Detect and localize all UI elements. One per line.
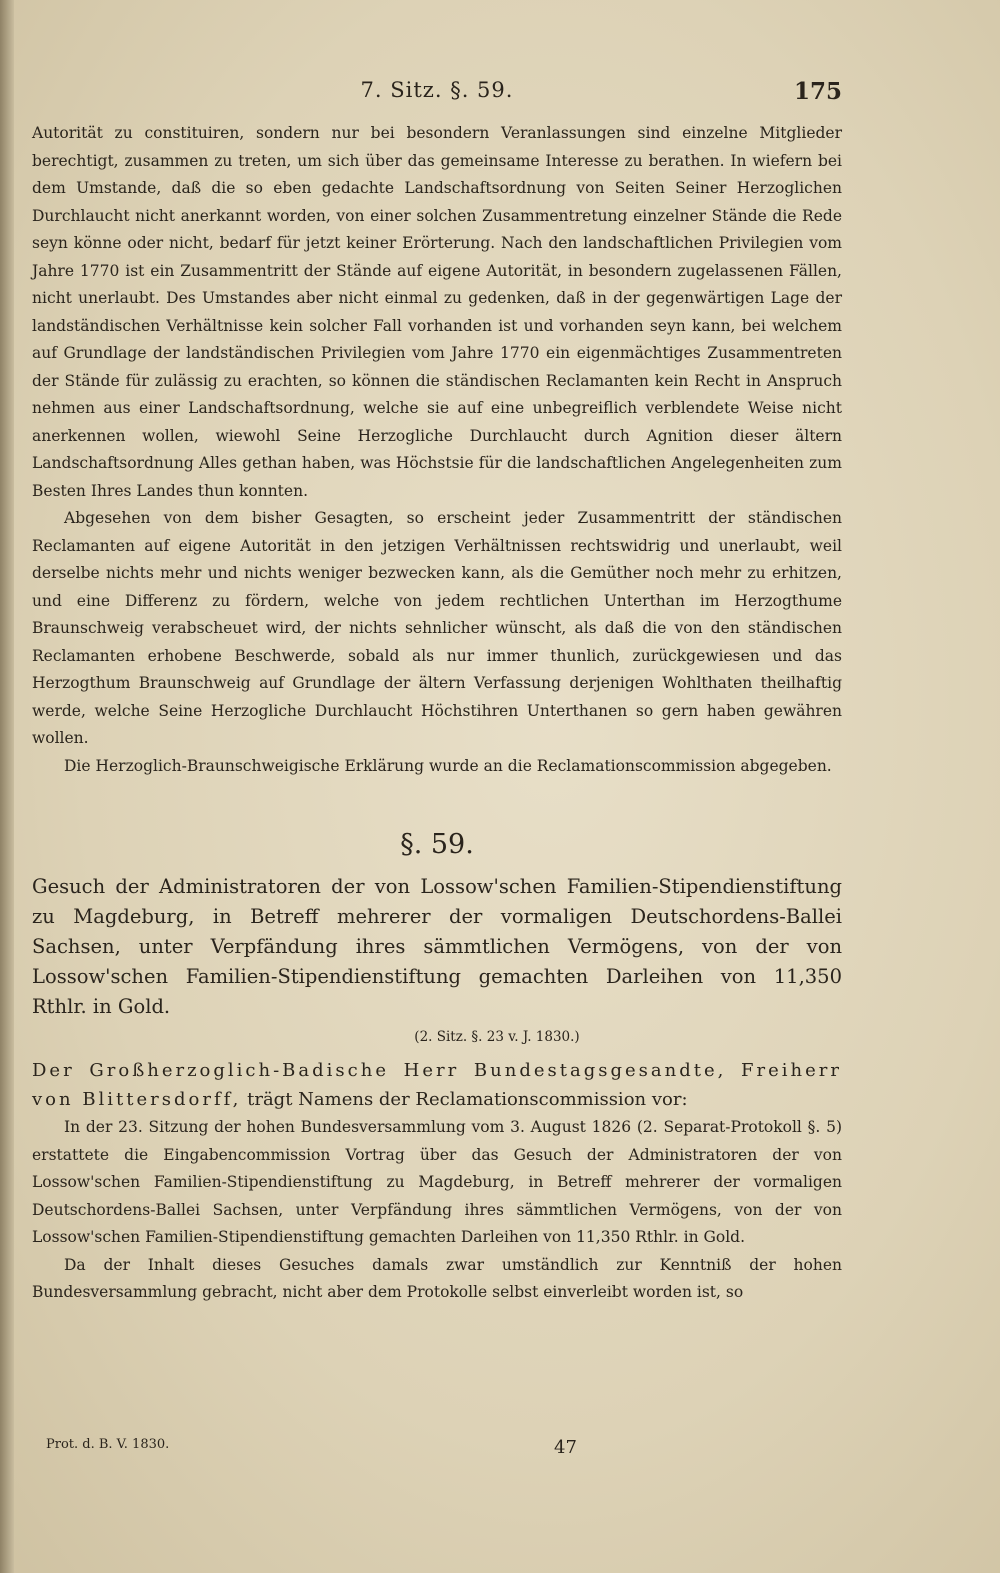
paragraph: Da der Inhalt dieses Gesuches damals zwar umständlich zur Kenntniß der hohen Bundesversammlung gebracht, nicht aber dem Protokolle selbst einverleibt worden ist, so xyxy=(32,1255,842,1301)
section-number: §. 59. xyxy=(400,829,474,860)
page-body xyxy=(32,120,842,1307)
paragraph-closing-note: Die Herzoglich-Braunschweigische Erklärung wurde an die Reclamationscommission abgegeben. xyxy=(64,756,832,775)
page-header xyxy=(32,78,842,108)
running-head: 7. Sitz. §. 59. xyxy=(360,78,514,102)
speaker-name: Der Großherzoglich-Badische Herr Bundestagsgesandte, Freiherr von Blittersdorff, xyxy=(32,1060,842,1110)
page-number: 175 xyxy=(793,78,842,105)
book-gutter-shadow xyxy=(0,0,14,1573)
page-footer xyxy=(46,1437,606,1461)
sheet-number: 47 xyxy=(554,1437,577,1458)
section-intro xyxy=(32,1056,842,1114)
speaker-action: trägt Namens der Reclamationscommission vor: xyxy=(241,1089,688,1110)
footer-signature: Prot. d. B. V. 1830. xyxy=(46,1437,170,1452)
section-title: Gesuch der Administratoren der von Lossow'schen Familien-Stipendienstiftung zu Magdeburg, in Betreff mehrerer der vormaligen Deutschordens-Ballei Sachsen, unter Verpfändung ihres sämmtlichen Vermögens, von der von Lossow'schen Familien-Stipendienstiftung gemachten Darleihen von 11,350 Rthlr. in Gold. xyxy=(32,875,842,1018)
paragraph: Abgesehen von dem bisher Gesagten, so erscheint jeder Zusammentritt der ständischen Reclamanten auf eigene Autorität in den jetzigen Verhältnissen rechtswidrig und unerlaubt, weil derselbe nichts mehr und nichts weniger bezwecken kann, als die Gemüther noch mehr zu erhitzen, und eine Differenz zu fördern, welche von jedem rechtlichen Unterthan im Herzogthume Braunschweig verabscheuet wird, der nichts sehnlicher wünscht, als daß die von den ständischen Reclamanten erhobene Beschwerde, sobald als nur immer thunlich, zurückgewiesen und das Herzogthum Braunschweig auf Grundlage der ältern Verfassung derjenigen Wohlthaten theilhaftig werde, welche Seine Herzogliche Durchlaucht Höchstihren Unterthanen so gern haben gewähren wollen. xyxy=(32,509,842,747)
paragraph: In der 23. Sitzung der hohen Bundesversammlung vom 3. August 1826 (2. Separat-Protokoll §. 5) erstattete die Eingabencommission Vortrag über das Gesuch der Administratoren der von Lossow'schen Familien-Stipendienstiftung zu Magdeburg, in Betreff mehrerer der vormaligen Deutschordens-Ballei Sachsen, unter Verpfändung ihres sämmtlichen Vermögens, von der von Lossow'schen Familien-Stipendienstiftung gemachten Darleihen von 11,350 Rthlr. in Gold. xyxy=(32,1118,842,1246)
paragraph-continued: Autorität zu constituiren, sondern nur bei besondern Veranlassungen sind einzelne Mitglieder berechtigt, zusammen zu treten, um sich über das gemeinsame Interesse zu berathen. In wiefern bei dem Umstande, daß die so eben gedachte Landschaftsordnung von Seiten Seiner Herzoglichen Durchlaucht nicht anerkannt worden, von einer solchen Zusammentretung einzelner Stände die Rede seyn könne oder nicht, bedarf für jetzt keiner Erörterung. Nach den landschaftlichen Privilegien vom Jahre 1770 ist ein Zusammentritt der Stände auf eigene Autorität, in besondern zugelassenen Fällen, nicht unerlaubt. Des Umstandes aber nicht einmal zu gedenken, daß in der gegenwärtigen Lage der landständischen Verhältnisse kein solcher Fall vorhanden ist und vorhanden seyn kann, bei welchem auf Grundlage der landständischen Privilegien vom Jahre 1770 ein eigenmächtiges Zusammentreten der Stände für zulässig zu erachten, so können die ständischen Reclamanten kein Recht in Anspruch nehmen aus einer Landschaftsordnung, welche sie auf eine unbegreiflich verblendete Weise nicht anerkennen wollen, wiewohl Seine Herzogliche Durchlaucht durch Agnition dieser ältern Landschaftsordnung Alles gethan haben, was Höchstsie für die landschaftlichen Angelegenheiten zum Besten Ihres Landes thun konnten. xyxy=(32,124,842,500)
section-reference: (2. Sitz. §. 23 v. J. 1830.) xyxy=(414,1029,580,1045)
